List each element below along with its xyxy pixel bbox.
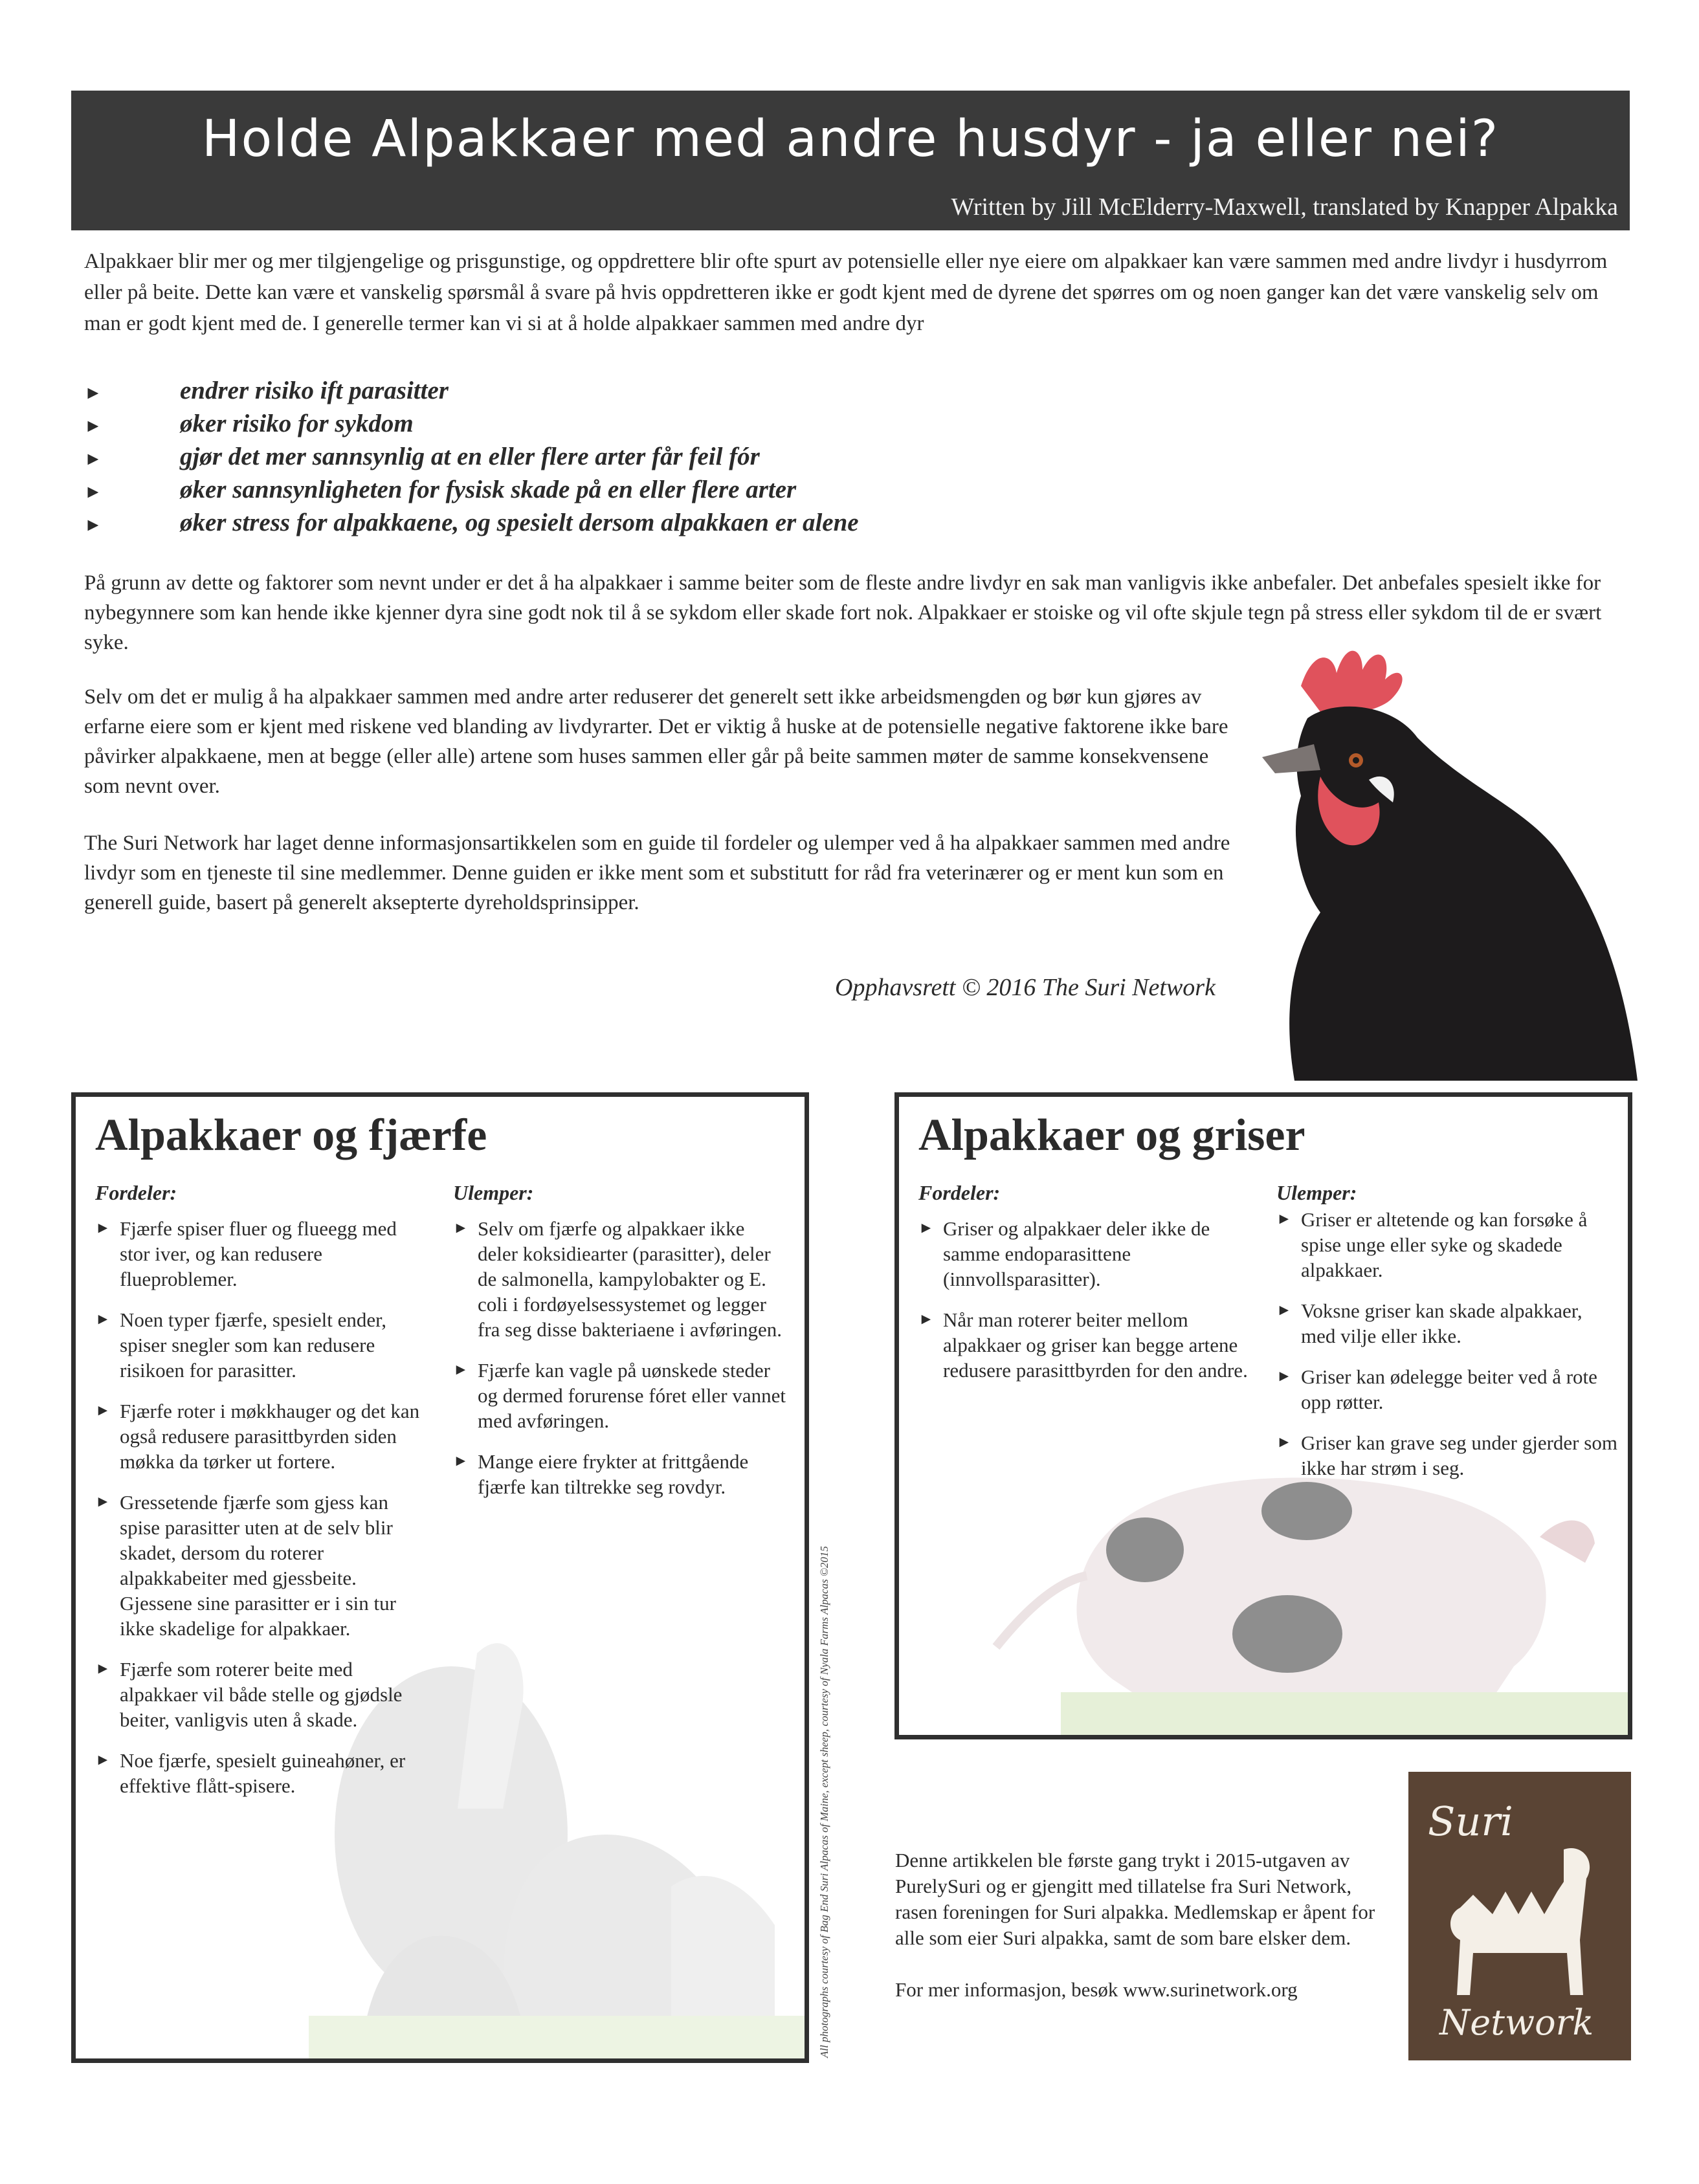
intro-paragraph: Alpakkaer blir mer og mer tilgjengelige og prisgunstige, og oppdrettere blir ofte spurt av potensielle eller nye eiere om alpakkaer kan være sammen med andre livdyr i husdyrrom eller på beite. Dette kan være et vanskelig spørsmål å svare på hvis oppdretteren ikke er godt kjent med de dyrene det spørres om og noen ganger kan det være vanskelig selv om man er godt kjent med de. I generelle termer kan vi si at å holde alpakkaer sammen med andre dyr [84, 250, 1608, 335]
arrow-icon: ► [95, 1660, 111, 1677]
footer-text: Denne artikkelen ble første gang trykt i 2015-utgaven av PurelySuri og er gjengitt med tillatelse fra Suri Network, rasen foreningen for Suri alpakka. Medlemskap er åpent for alle som eier Suri alpakka, samt de som bare elsker dem. [895, 1849, 1375, 1949]
list-item [1276, 1364, 1619, 1415]
list-item [95, 1748, 432, 1798]
list-item [95, 1216, 432, 1292]
list-item [1276, 1430, 1619, 1481]
list-item-text: Griser er altetende og kan forsøke å spise unge eller syke og skadede alpakkaer. [1301, 1208, 1588, 1281]
list-item-text: Griser kan ødelegge beiter ved å rote opp røtter. [1301, 1365, 1597, 1413]
list-item-text: Mange eiere frykter at frittgående fjærfe kan tiltrekke seg rovdyr. [478, 1450, 749, 1498]
list-item [84, 506, 859, 539]
list-item-text: øker sannsynligheten for fysisk skade på en eller flere arter [180, 476, 797, 503]
list-item-text: Når man roterer beiter mellom alpakkaer og griser kan begge artene redusere parasittbyrden for den andre. [943, 1308, 1248, 1382]
paragraph-experience: Selv om det er mulig å ha alpakkaer sammen med andre arter reduserer det generelt sett ikke arbeidsmengden og bør kun gjøres av erfarne eiere som er kjent med riskene ved blanding av livdyrarter. Det er viktig å huske at de potensielle negative faktorene ikke bare påvirker alpakkaene, men at begge (eller alle) artene som huses sammen eller går på beite sammen møter de samme konsekvensene som nevnt over. [84, 685, 1228, 798]
list-item-text: endrer risiko ift parasitter [180, 377, 449, 404]
arrow-icon: ► [84, 515, 102, 535]
arrow-icon: ► [84, 383, 102, 403]
list-item-text: gjør det mer sannsynlig at en eller flere arter får feil fór [180, 443, 760, 470]
list-item-text: Gressetende fjærfe som gjess kan spise parasitter uten at de selv blir skadet, dersom du roterer alpakkabeiter med gjessbeite. Gjessene sine parasitter er i sin tur ikke skadelige for alpakkaer. [120, 1491, 396, 1640]
list-item-text: Fjærfe som roterer beite med alpakkaer vil både stelle og gjødsle beiter, vanligvis uten å skade. [120, 1658, 403, 1731]
list-item-text: Fjærfe kan vagle på uønskede steder og dermed forurense fóret eller vannet med avføringen. [478, 1359, 786, 1432]
list-item [84, 407, 859, 440]
list-item [95, 1490, 432, 1641]
list-item [84, 374, 859, 407]
list-item-text: øker risiko for sykdom [180, 410, 414, 437]
page-title: Holde Alpakkaer med andre husdyr - ja eller nei? [201, 110, 1500, 168]
arrow-icon: ► [453, 1453, 469, 1470]
poultry-pros-list [95, 1216, 432, 1814]
risk-list [84, 374, 859, 539]
list-item [95, 1307, 432, 1383]
arrow-icon: ► [95, 1311, 111, 1328]
alpaca-logo-icon [1434, 1843, 1609, 1998]
list-item [95, 1657, 432, 1732]
footer-link: For mer informasjon, besøk www.surinetwork.org [895, 1978, 1298, 2001]
list-item-text: Griser og alpakkaer deler ikke de samme endoparasittene (innvollsparasitter). [943, 1217, 1210, 1290]
pigs-title: Alpakkaer og griser [918, 1110, 1305, 1160]
list-item-text: Fjærfe roter i møkkhauger og det kan også redusere parasittbyrden siden møkka da tørker ut fortere. [120, 1400, 420, 1473]
list-item [84, 473, 859, 506]
arrow-icon: ► [1276, 1368, 1292, 1385]
poultry-pros-label: Fordeler: [95, 1181, 177, 1204]
list-item-text: Voksne griser kan skade alpakkaer, med vilje eller ikke. [1301, 1299, 1582, 1347]
pigs-pros-label: Fordeler: [918, 1181, 1001, 1204]
list-item [453, 1358, 790, 1433]
arrow-icon: ► [95, 1402, 111, 1419]
suri-network-logo [1408, 1772, 1631, 2060]
list-item [1276, 1207, 1619, 1283]
arrow-icon: ► [453, 1220, 469, 1237]
paragraph-suri-network: The Suri Network har laget denne informasjonsartikkelen som en guide til fordeler og ulemper ved å ha alpakkaer sammen med andre livdyr som en tjeneste til sine medlemmer. Denne guiden er ikke ment som et substitutt for råd fra veterinærer og er ment kun som en generell guide, basert på generelt aksepterte dyreholdsprinsipper. [84, 832, 1230, 914]
list-item-text: Selv om fjærfe og alpakkaer ikke deler koksidiearter (parasitter), deler de salmonella, kampylobakter og E. coli i fordøyelsessystemet og legger fra seg disse bakteriaene i avføringen. [478, 1217, 782, 1341]
arrow-icon: ► [84, 449, 102, 469]
arrow-icon: ► [95, 1494, 111, 1510]
header-banner [71, 91, 1630, 230]
copyright-notice: Opphavsrett © 2016 The Suri Network [835, 974, 1216, 1001]
arrow-icon: ► [95, 1752, 111, 1769]
list-item [453, 1449, 790, 1499]
arrow-icon: ► [918, 1220, 934, 1237]
logo-top-text: Suri [1428, 1798, 1513, 1845]
pigs-cons-list [1276, 1207, 1619, 1496]
pigs-cons-label: Ulemper: [1276, 1181, 1357, 1204]
arrow-icon: ► [84, 416, 102, 436]
list-item-text: Griser kan grave seg under gjerder som ikke har strøm i seg. [1301, 1431, 1617, 1479]
list-item [1276, 1298, 1619, 1349]
poultry-title: Alpakkaer og fjærfe [95, 1110, 487, 1160]
arrow-icon: ► [95, 1220, 111, 1237]
logo-bottom-text: Network [1439, 2002, 1594, 2043]
arrow-icon: ► [1276, 1302, 1292, 1319]
arrow-icon: ► [84, 482, 102, 502]
footer-note [895, 1848, 1387, 2003]
arrow-icon: ► [918, 1311, 934, 1328]
list-item [84, 440, 859, 473]
list-item [918, 1216, 1261, 1292]
poultry-cons-label: Ulemper: [453, 1181, 534, 1204]
poultry-box [71, 1092, 809, 2063]
pigs-pros-list [918, 1216, 1261, 1398]
list-item-text: Noen typer fjærfe, spesielt ender, spiser snegler som kan redusere risikoen for parasitter. [120, 1308, 386, 1382]
list-item [918, 1307, 1261, 1383]
arrow-icon: ► [453, 1362, 469, 1378]
poultry-cons-list [453, 1216, 790, 1515]
photo-credit: All photographs courtesy of Bag End Suri Alpacas of Maine, except sheep, courtesy of Nyala Farms Alpacas ©2015 [818, 1546, 830, 2058]
list-item [95, 1398, 432, 1474]
list-item-text: Noe fjærfe, spesielt guineahøner, er effektive flått-spisere. [120, 1749, 406, 1797]
hen-illustration [1223, 641, 1638, 1081]
arrow-icon: ► [1276, 1434, 1292, 1451]
pigs-box [894, 1092, 1632, 1739]
list-item [453, 1216, 790, 1342]
list-item-text: Fjærfe spiser fluer og flueegg med stor iver, og kan redusere flueproblemer. [120, 1217, 397, 1290]
byline: Written by Jill McElderry-Maxwell, translated by Knapper Alpakka [951, 193, 1618, 221]
list-item-text: øker stress for alpakkaene, og spesielt dersom alpakkaen er alene [180, 509, 859, 536]
arrow-icon: ► [1276, 1211, 1292, 1228]
paragraph-recommendation: På grunn av dette og faktorer som nevnt under er det å ha alpakkaer i samme beiter som de fleste andre livdyr en sak man vanligvis ikke anbefaler. Det anbefales spesielt ikke for nybegynnere som kan hende ikke kjenner dyra sine godt nok til å se sykdom eller skade fort nok. Alpakkaer er stoiske og vil ofte skjule tegn på stress eller sykdom til de er svært syke. [84, 571, 1602, 654]
